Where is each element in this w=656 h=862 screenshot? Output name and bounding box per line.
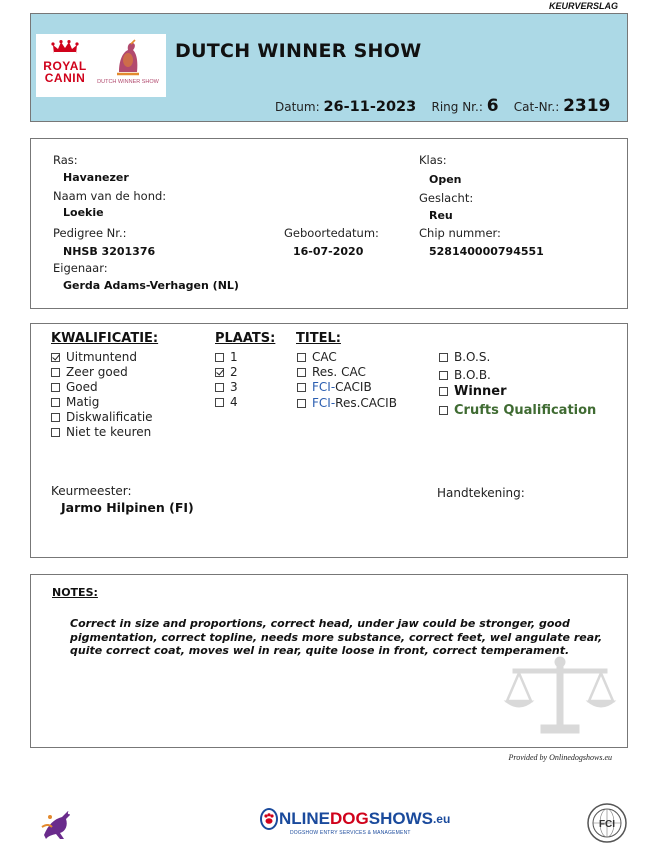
kwalificatie-option[interactable]: Diskwalificatie bbox=[51, 410, 153, 425]
onlinedogshows-wordmark: NLINE DOG SHOWS .eu bbox=[260, 808, 410, 830]
option-winner[interactable]: Winner bbox=[439, 384, 507, 399]
chip-value: 528140000794551 bbox=[429, 245, 544, 258]
titel-heading: TITEL: bbox=[296, 331, 341, 346]
plaats-option[interactable]: 2 bbox=[215, 365, 238, 380]
geboortedatum-value: 16-07-2020 bbox=[293, 245, 364, 258]
checkbox[interactable] bbox=[51, 383, 60, 392]
crown-icon bbox=[51, 40, 79, 56]
ras-value: Havanezer bbox=[63, 171, 129, 184]
royal-canin-line1: ROYAL bbox=[43, 59, 87, 73]
checkbox[interactable] bbox=[439, 371, 448, 380]
checkbox[interactable] bbox=[439, 406, 448, 415]
dog-silhouette-icon bbox=[111, 38, 145, 78]
titel-option-res-cac[interactable]: Res. CAC bbox=[297, 365, 366, 380]
paw-icon bbox=[260, 808, 278, 830]
report-label: KEURVERSLAG bbox=[548, 1, 618, 11]
provided-by-text: Provided by Onlinedogshows.eu bbox=[508, 753, 612, 762]
fci-prefix: FCI- bbox=[312, 396, 336, 410]
geboortedatum-label: Geboortedatum: bbox=[284, 226, 379, 240]
checkbox[interactable] bbox=[215, 383, 224, 392]
eigenaar-value: Gerda Adams-Verhagen (NL) bbox=[63, 279, 239, 292]
titel-option-res-cacib[interactable]: FCI- Res.CACIB bbox=[297, 396, 397, 411]
plaats-option[interactable]: 3 bbox=[215, 380, 238, 395]
keurmeester-value: Jarmo Hilpinen (FI) bbox=[61, 500, 194, 515]
checkbox[interactable] bbox=[215, 353, 224, 362]
cat-label: Cat-Nr.: bbox=[513, 100, 560, 114]
pedigree-label: Pedigree Nr.: bbox=[53, 226, 127, 240]
ring-value: 6 bbox=[486, 96, 499, 116]
kwalificatie-option[interactable]: Niet te keuren bbox=[51, 425, 151, 440]
dutch-winner-show-logo bbox=[94, 38, 162, 85]
geslacht-label: Geslacht: bbox=[419, 191, 474, 205]
checkbox[interactable] bbox=[51, 428, 60, 437]
checkbox[interactable] bbox=[51, 413, 60, 422]
keurmeester-label: Keurmeester: bbox=[51, 484, 132, 498]
naam-label: Naam van de hond: bbox=[53, 189, 167, 203]
plaats-heading: PLAATS: bbox=[215, 331, 276, 346]
titel-option-cac[interactable]: CAC bbox=[297, 350, 337, 365]
classification-section bbox=[30, 323, 628, 558]
datum-label: Datum: bbox=[275, 100, 320, 114]
plaats-option[interactable]: 1 bbox=[215, 350, 238, 365]
dws-logo-text: DUTCH WINNER SHOW bbox=[97, 79, 159, 85]
eigenaar-label: Eigenaar: bbox=[53, 261, 108, 275]
checkbox[interactable] bbox=[51, 368, 60, 377]
notes-text: Correct in size and proportions, correct head, under jaw could be stronger, good pigmentation, correct topline, needs more substance, correct feet, wel angulate rear, quite correct coat, moves wel in rear, quite loose in front, correct temperament. bbox=[70, 617, 603, 657]
ras-label: Ras: bbox=[53, 153, 78, 167]
notes-section bbox=[30, 574, 628, 748]
naam-value: Loekie bbox=[63, 206, 104, 219]
onlinedogshows-logo bbox=[260, 808, 451, 848]
kwalificatie-option[interactable]: Goed bbox=[51, 380, 98, 395]
show-mascot-logo bbox=[38, 803, 78, 843]
show-title: DUTCH WINNER SHOW bbox=[175, 40, 422, 62]
sponsor-logos bbox=[36, 34, 166, 97]
fci-badge-text: FCI bbox=[598, 819, 616, 830]
klas-label: Klas: bbox=[419, 153, 447, 167]
checkbox[interactable] bbox=[297, 383, 306, 392]
onlinedogshows-tagline: DOGSHOW ENTRY SERVICES & MANAGEMENT bbox=[290, 830, 411, 836]
pedigree-value: NHSB 3201376 bbox=[63, 245, 156, 258]
royal-canin-logo bbox=[41, 40, 89, 84]
kwalificatie-option[interactable]: Matig bbox=[51, 395, 99, 410]
datum-value: 26-11-2023 bbox=[323, 99, 417, 115]
plaats-option[interactable]: 4 bbox=[215, 395, 238, 410]
scale-watermark-icon bbox=[501, 655, 619, 737]
ring-label: Ring Nr.: bbox=[431, 100, 483, 114]
fci-prefix: FCI- bbox=[312, 380, 336, 394]
checkbox[interactable] bbox=[439, 387, 448, 396]
titel-option-cacib[interactable]: FCI- CACIB bbox=[297, 380, 372, 395]
option-bos[interactable]: B.O.S. bbox=[439, 350, 490, 365]
cat-value: 2319 bbox=[563, 96, 611, 116]
checkbox[interactable] bbox=[215, 398, 224, 407]
handtekening-label: Handtekening: bbox=[437, 486, 525, 500]
checkbox[interactable] bbox=[51, 398, 60, 407]
kwalificatie-option[interactable]: Uitmuntend bbox=[51, 350, 137, 365]
option-bob[interactable]: B.O.B. bbox=[439, 368, 491, 383]
klas-value: Open bbox=[429, 173, 462, 186]
checkbox[interactable] bbox=[215, 368, 224, 377]
checkbox[interactable] bbox=[297, 399, 306, 408]
geslacht-value: Reu bbox=[429, 209, 453, 222]
show-meta bbox=[275, 96, 610, 116]
checkbox[interactable] bbox=[439, 353, 448, 362]
notes-heading: NOTES: bbox=[52, 586, 98, 599]
kwalificatie-heading: KWALIFICATIE: bbox=[51, 331, 159, 346]
checkbox[interactable] bbox=[51, 353, 60, 362]
dog-info-section bbox=[30, 138, 628, 309]
fci-emblem-icon bbox=[586, 802, 628, 844]
show-header bbox=[30, 13, 628, 122]
checkbox[interactable] bbox=[297, 368, 306, 377]
option-crufts-qualification[interactable]: Crufts Qualification bbox=[439, 403, 596, 418]
kwalificatie-option[interactable]: Zeer goed bbox=[51, 365, 128, 380]
chip-label: Chip nummer: bbox=[419, 226, 501, 240]
checkbox[interactable] bbox=[297, 353, 306, 362]
royal-canin-line2: CANIN bbox=[44, 71, 86, 85]
